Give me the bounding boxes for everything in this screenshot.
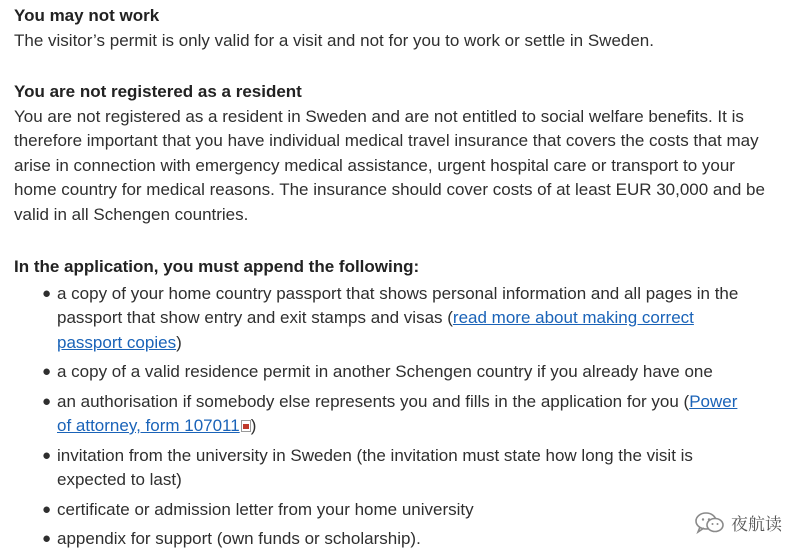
- passport-copies-link[interactable]: read more about making correct passport copies: [57, 308, 694, 352]
- list-item: [14, 527, 747, 552]
- section-application: [14, 255, 774, 552]
- list-item-text: invitation from the university in Sweden (the invitation must state how long the visit is expected to last): [57, 445, 693, 489]
- list-item-text: a copy of your home country passport that shows personal information and all pages in the passport that show entry and exit stamps and visas (: [57, 283, 739, 327]
- bullet-icon: ●: [42, 363, 52, 380]
- section-work: [14, 4, 774, 53]
- bullet-icon: ●: [42, 392, 52, 410]
- paragraph-visitor-permit: The visitor’s permit is only valid for a visit and not for you to work or settle in Sweden.: [14, 30, 654, 50]
- list-item: [14, 282, 747, 356]
- main-content: [14, 4, 774, 557]
- list-item-text: appendix for support (own funds or scholarship).: [57, 529, 421, 548]
- watermark-text: 夜航读: [731, 515, 782, 535]
- heading-may-not-work: You may not work: [14, 6, 160, 25]
- list-item: [14, 498, 747, 523]
- bullet-icon: ●: [42, 530, 52, 547]
- list-item-text: an authorisation if somebody else represents you and fills in the application for you (: [57, 391, 690, 411]
- power-of-attorney-link[interactable]: Power of attorney, form 107011: [57, 391, 738, 435]
- list-item-text: a copy of a valid residence permit in another Schengen country if you already have one: [57, 362, 713, 381]
- list-item: [14, 444, 747, 493]
- requirements-list: [14, 282, 774, 552]
- watermark: [695, 510, 782, 535]
- list-item-text: certificate or admission letter from your home university: [57, 499, 474, 519]
- paragraph-insurance: You are not registered as a resident in Sweden and are not entitled to social welfare benefits. It is therefore important that you have individual medical travel insurance that covers the costs that may arise in connection with emergency medical assistance, urgent hospital care or transport to your home country for medical reasons. The insurance should cover costs of at least EUR 30,000 and be valid in all Schengen countries.: [14, 106, 765, 224]
- wechat-logo-icon: [695, 511, 725, 535]
- heading-application-append: In the application, you must append the following:: [14, 257, 420, 276]
- list-item: [14, 360, 747, 385]
- bullet-icon: ●: [42, 446, 52, 464]
- section-resident: [14, 80, 774, 227]
- bullet-icon: ●: [42, 500, 52, 518]
- list-item-text: ): [176, 332, 182, 352]
- bullet-icon: ●: [42, 284, 52, 302]
- heading-not-registered: You are not registered as a resident: [14, 82, 302, 101]
- list-item-text: ): [250, 416, 257, 435]
- pdf-icon[interactable]: [241, 415, 251, 427]
- list-item: [14, 390, 747, 439]
